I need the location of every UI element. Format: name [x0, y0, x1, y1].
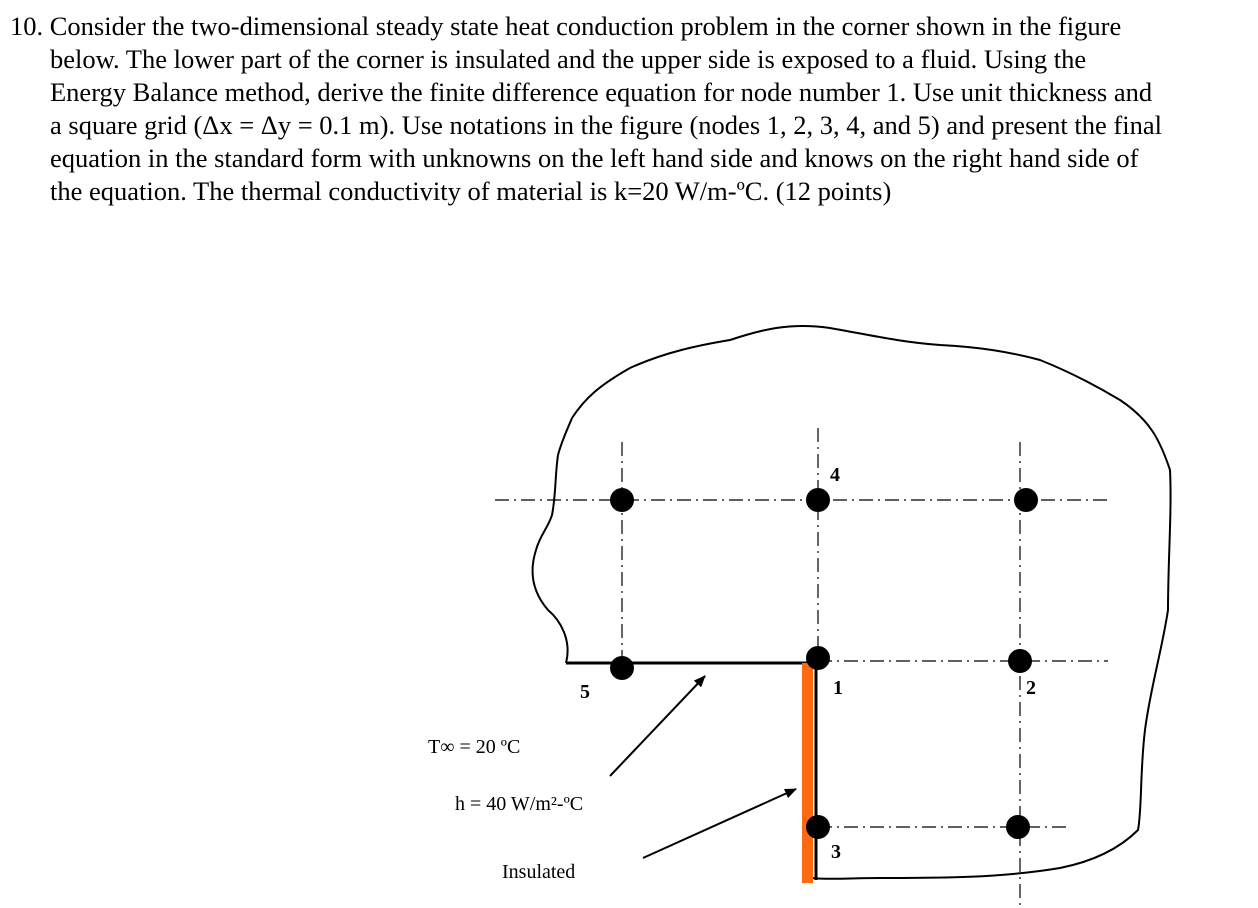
- t-infinity-label: T∞ = 20 ºC: [428, 736, 521, 758]
- node-4: [806, 488, 830, 512]
- problem-line-6: the equation. The thermal conductivity of material is k=20 W/m-ºC. (12 points): [50, 176, 892, 206]
- insulation-strip: [802, 663, 813, 883]
- node-bottom-right: [1006, 815, 1030, 839]
- body-outline: [572, 326, 1171, 879]
- problem-line-2: below. The lower part of the corner is insulated and the upper side is exposed to a fluid. Using the: [50, 44, 1087, 74]
- insulation-arrow: [643, 789, 796, 858]
- node-top-right: [1014, 488, 1038, 512]
- node-top-left: [610, 488, 634, 512]
- node-5: [610, 656, 634, 680]
- node-label-2: 2: [1026, 677, 1036, 699]
- node-label-5: 5: [580, 681, 590, 703]
- convection-arrow: [610, 676, 705, 776]
- problem-line-3: Energy Balance method, derive the finite difference equation for node number 1. Use unit thickness and: [50, 77, 1153, 107]
- h-coefficient-label: h = 40 W/m²-ºC: [455, 793, 584, 815]
- node-label-3: 3: [831, 841, 841, 863]
- node-label-4: 4: [830, 464, 840, 486]
- body-outline-left: [533, 418, 572, 663]
- node-2: [1008, 649, 1032, 673]
- problem-line-1: 10. Consider the two-dimensional steady state heat conduction problem in the corner shown in the figure: [10, 11, 1122, 41]
- problem-line-4: a square grid (Δx = Δy = 0.1 m). Use notations in the figure (nodes 1, 2, 3, 4, and 5) and present the final: [50, 110, 1162, 140]
- node-1: [806, 646, 830, 670]
- node-label-1: 1: [833, 677, 843, 699]
- problem-line-5: equation in the standard form with unknowns on the left hand side and knows on the right hand side of: [50, 143, 1139, 173]
- node-3: [806, 815, 830, 839]
- insulated-label: Insulated: [502, 861, 576, 883]
